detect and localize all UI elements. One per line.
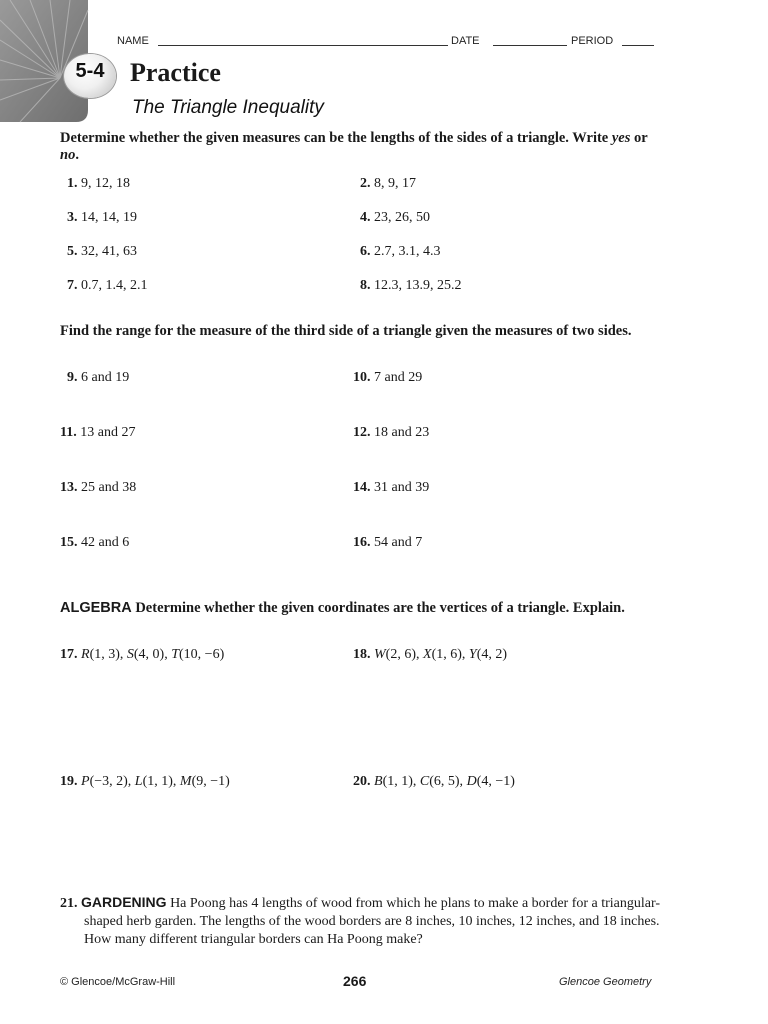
problem-10: 10. 7 and 29 — [353, 370, 423, 385]
problem-20: 20. B(1, 1), C(6, 5), D(4, −1) — [353, 774, 515, 789]
name-field[interactable] — [158, 45, 448, 46]
problem-19: 19. P(−3, 2), L(1, 1), M(9, −1) — [60, 774, 230, 789]
footer-copyright: © Glencoe/McGraw-Hill — [60, 976, 176, 988]
period-label: PERIOD — [571, 35, 614, 47]
problem-18: 18. W(2, 6), X(1, 6), Y(4, 2) — [353, 647, 508, 662]
problem-12: 12. 18 and 23 — [353, 425, 430, 440]
page-title: Practice — [130, 58, 221, 87]
problem-8: 8. 12.3, 13.9, 25.2 — [360, 278, 462, 293]
problem-7: 7. 0.7, 1.4, 2.1 — [67, 278, 148, 293]
problem-13: 13. 25 and 38 — [60, 480, 137, 495]
problem-9: 9. 6 and 19 — [67, 370, 130, 385]
problem-11: 11. 13 and 27 — [60, 425, 136, 440]
footer-book-title: Glencoe Geometry — [559, 976, 652, 988]
section2-instruction: Find the range for the measure of the third side of a triangle given the measures of two sides. — [60, 323, 632, 339]
page-number: 266 — [343, 973, 367, 989]
problem-2: 2. 8, 9, 17 — [360, 176, 416, 191]
problem-6: 6. 2.7, 3.1, 4.3 — [360, 244, 441, 259]
problem-15: 15. 42 and 6 — [60, 535, 130, 550]
date-field[interactable] — [493, 45, 567, 46]
problem-14: 14. 31 and 39 — [353, 480, 430, 495]
problem-16: 16. 54 and 7 — [353, 535, 423, 550]
date-label: DATE — [451, 35, 480, 47]
lesson-number: 5-4 — [75, 60, 105, 82]
problem-1: 1. 9, 12, 18 — [67, 176, 130, 191]
problem-21: 21. GARDENING Ha Poong has 4 lengths of wood from which he plans to make a border for a triangular-shaped herb garden. The lengths of the wood borders are 8 inches, 10 inches, 12 inches, and 18 inches. How many different triangular borders can Ha Poong make? — [60, 894, 661, 947]
section3-instruction: ALGEBRA Determine whether the given coordinates are the vertices of a triangle. Explain. — [60, 600, 625, 616]
name-label: NAME — [117, 35, 149, 47]
page-subtitle: The Triangle Inequality — [132, 97, 324, 118]
problem-4: 4. 23, 26, 50 — [360, 210, 430, 225]
problem-5: 5. 32, 41, 63 — [67, 244, 137, 259]
period-field[interactable] — [622, 45, 654, 46]
problem-17: 17. R(1, 3), S(4, 0), T(10, −6) — [60, 647, 225, 662]
section1-instruction: Determine whether the given measures can be the lengths of the sides of a triangle. Write yes or no. — [60, 130, 648, 163]
problem-3: 3. 14, 14, 19 — [67, 210, 137, 225]
